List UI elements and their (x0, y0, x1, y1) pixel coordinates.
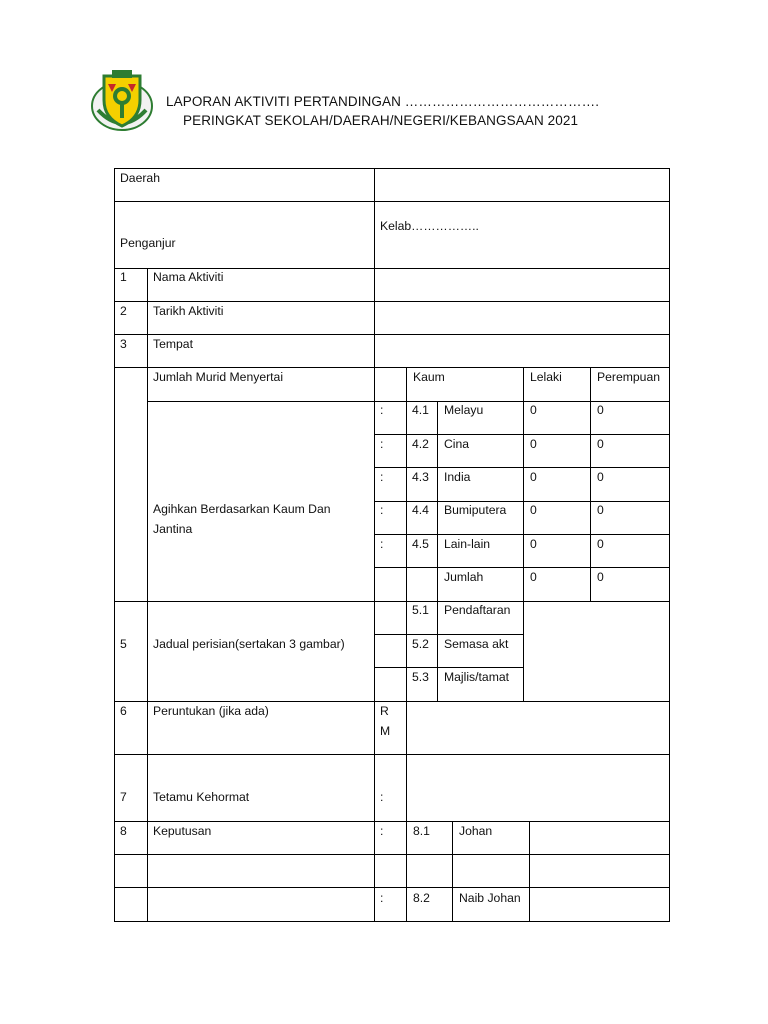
keputusan-item-number: 8.1 (413, 824, 430, 838)
colon: : (380, 403, 384, 417)
row-2-number: 2 (120, 304, 127, 318)
kaum-number: 4.4 (412, 503, 429, 517)
tempat-label: Tempat (153, 337, 193, 351)
jadual-item-label: Majlis/tamat (444, 670, 510, 684)
kelab-field[interactable]: Kelab…………….. (380, 219, 479, 233)
jumlah-label: Jumlah (444, 570, 484, 584)
keputusan-item-label: Naib Johan (459, 891, 521, 905)
colon: : (380, 437, 384, 451)
kaum-number: 4.1 (412, 403, 429, 417)
jumlah-lelaki-value[interactable]: 0 (530, 570, 537, 584)
kaum-number: 4.2 (412, 437, 429, 451)
colon: : (380, 470, 384, 484)
kaum-name: India (444, 470, 471, 484)
row-5-number: 5 (120, 637, 127, 651)
jadual-item-number: 5.3 (412, 670, 429, 684)
lelaki-value[interactable]: 0 (530, 403, 537, 417)
lelaki-value[interactable]: 0 (530, 470, 537, 484)
lelaki-header: Lelaki (530, 370, 562, 384)
kaum-name: Melayu (444, 403, 484, 417)
report-subtitle: PERINGKAT SEKOLAH/DAERAH/NEGERI/KEBANGSAAN 2021 (183, 113, 579, 128)
colon: : (380, 824, 384, 838)
penganjur-label: Penganjur (120, 236, 176, 250)
row-8-number: 8 (120, 824, 127, 838)
jadual-item-number: 5.1 (412, 603, 429, 617)
lelaki-value[interactable]: 0 (530, 503, 537, 517)
daerah-label: Daerah (120, 171, 160, 185)
kaum-name: Cina (444, 437, 470, 451)
kaum-header: Kaum (413, 370, 445, 384)
lelaki-value[interactable]: 0 (530, 437, 537, 451)
perempuan-value[interactable]: 0 (597, 503, 604, 517)
perempuan-value[interactable]: 0 (597, 403, 604, 417)
colon: : (380, 537, 384, 551)
tetamu-kehormat-label: Tetamu Kehormat (153, 790, 250, 804)
tarikh-aktiviti-label: Tarikh Aktiviti (153, 304, 224, 318)
agihan-label: Agihkan Berdasarkan Kaum Dan Jantina (153, 502, 331, 536)
colon: : (380, 790, 384, 804)
rm-r: R (380, 704, 389, 718)
jadual-item-label: Semasa akt (444, 637, 509, 651)
jumlah-perempuan-value[interactable]: 0 (597, 570, 604, 584)
row-7-number: 7 (120, 790, 127, 804)
kaum-name: Lain-lain (444, 537, 491, 551)
row-3-number: 3 (120, 337, 127, 351)
row-6-number: 6 (120, 704, 127, 718)
report-title: LAPORAN AKTIVITI PERTANDINGAN ……………………………………. (166, 94, 600, 109)
jadual-item-number: 5.2 (412, 637, 429, 651)
perempuan-header: Perempuan (597, 370, 661, 384)
peruntukan-label: Peruntukan (jika ada) (153, 704, 269, 718)
colon: : (380, 503, 384, 517)
row-1-number: 1 (120, 270, 127, 284)
rm-m: M (380, 724, 391, 738)
kaum-number: 4.3 (412, 470, 429, 484)
jumlah-murid-label: Jumlah Murid Menyertai (153, 370, 284, 384)
perempuan-value[interactable]: 0 (597, 470, 604, 484)
jadual-perisian-label: Jadual perisian(sertakan 3 gambar) (153, 637, 345, 651)
jadual-item-label: Pendaftaran (444, 603, 511, 617)
perempuan-value[interactable]: 0 (597, 437, 604, 451)
perempuan-value[interactable]: 0 (597, 537, 604, 551)
colon: : (380, 891, 384, 905)
kaum-name: Bumiputera (444, 503, 507, 517)
keputusan-item-label: Johan (459, 824, 493, 838)
keputusan-item-number: 8.2 (413, 891, 430, 905)
keputusan-label: Keputusan (153, 824, 212, 838)
lelaki-value[interactable]: 0 (530, 537, 537, 551)
nama-aktiviti-label: Nama Aktiviti (153, 270, 224, 284)
kaum-number: 4.5 (412, 537, 429, 551)
